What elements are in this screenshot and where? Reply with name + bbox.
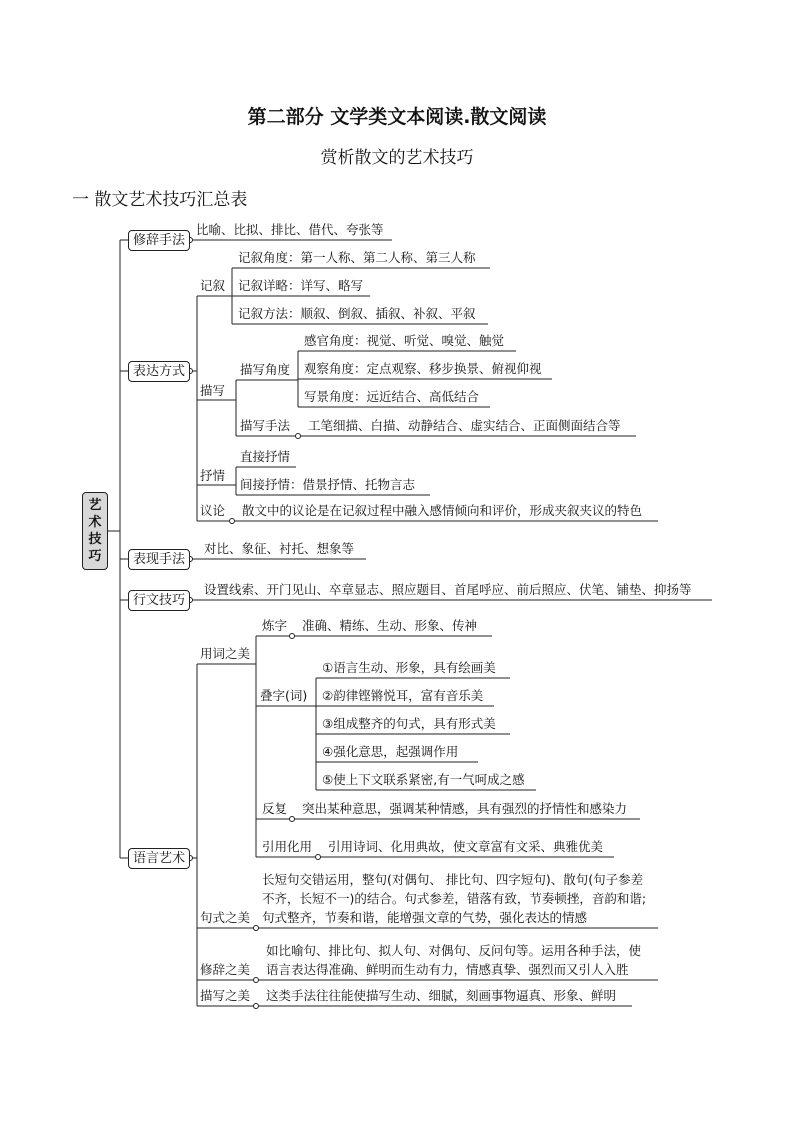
argument-label: 议论 bbox=[200, 503, 226, 518]
rhetoric-beauty-line: 如比喻句、排比句、拟人句、对偶句、反问句等。运用各种手法，使 bbox=[266, 943, 642, 958]
narration-label: 记叙 bbox=[200, 278, 226, 293]
root-node-art-techniques bbox=[82, 492, 108, 570]
expressive-content: 对比、象征、衬托、想象等 bbox=[204, 541, 355, 556]
page-title: 第二部分 文学类文本阅读.散文阅读 bbox=[247, 106, 547, 128]
sentence-label: 句式之美 bbox=[200, 910, 251, 925]
rhetoric-content: 比喻、比拟、排比、借代、夸张等 bbox=[196, 222, 384, 237]
node-composition-skills: 行文技巧 bbox=[128, 590, 190, 611]
composition-content: 设置线索、开门见山、卒章显志、照应题目、首尾呼应、前后照应、伏笔、铺垫、抑扬等 bbox=[204, 582, 692, 597]
description-method-content: 工笔细描、白描、动静结合、虚实结合、正面侧面结合等 bbox=[308, 418, 621, 433]
sentence-line: 不齐，长短不一)的结合。句式参差，错落有致，节奏顿挫，音韵和谐; bbox=[262, 891, 647, 906]
description-beauty-label: 描写之美 bbox=[200, 988, 251, 1003]
description-label: 描写 bbox=[200, 383, 226, 398]
root-char: 术 bbox=[88, 515, 102, 530]
word-refining-content: 准确、精练、生动、形象、传神 bbox=[302, 618, 478, 633]
rhetoric-beauty-line: 语言表达得准确、鲜明而生动有力，情感真挚、强烈而又引人入胜 bbox=[266, 962, 629, 977]
narration-item: 记叙方法：顺叙、倒叙、插叙、补叙、平叙 bbox=[238, 306, 476, 321]
lyric-indirect: 间接抒情：借景抒情、托物言志 bbox=[240, 477, 416, 492]
lyric-label: 抒情 bbox=[200, 468, 226, 483]
node-rhetoric: 修辞手法 bbox=[128, 230, 190, 251]
sentence-line: 句式整齐，节奏和谐，能增强文章的气势，强化表达的情感 bbox=[262, 910, 588, 925]
reduplication-item: ④强化意思，起强调作用 bbox=[322, 744, 459, 759]
repetition-content: 突出某种意思，强调某种情感，具有强烈的抒情性和感染力 bbox=[302, 801, 628, 816]
description-angle-item: 感官角度：视觉、听觉、嗅觉、触觉 bbox=[304, 333, 505, 348]
sentence-line: 长短句交错运用，整句(对偶句、 排比句、四字短句)、散句(句子参差 bbox=[262, 872, 644, 887]
page-subtitle: 赏析散文的艺术技巧 bbox=[320, 148, 474, 168]
reduplication-item: ①语言生动、形象，具有绘画美 bbox=[322, 660, 496, 675]
description-angle-item: 观察角度：定点观察、移步换景、俯视仰视 bbox=[304, 361, 542, 376]
narration-item: 记叙角度：第一人称、第二人称、第三人称 bbox=[238, 250, 476, 265]
repetition-label: 反复 bbox=[262, 801, 288, 816]
description-angle-item: 写景角度：远近结合、高低结合 bbox=[304, 389, 480, 404]
root-char: 巧 bbox=[88, 549, 102, 564]
quotation-label: 引用化用 bbox=[262, 839, 313, 854]
rhetoric-beauty-label: 修辞之美 bbox=[200, 962, 251, 977]
reduplication-item: ②韵律铿锵悦耳，富有音乐美 bbox=[322, 688, 484, 703]
wording-label: 用词之美 bbox=[200, 646, 251, 661]
description-method-label: 描写手法 bbox=[240, 418, 291, 433]
description-beauty-content: 这类手法往往能使描写生动、细腻，刻画事物逼真、形象、鲜明 bbox=[266, 988, 617, 1003]
argument-content: 散文中的议论是在记叙过程中融入感情倾向和评价，形成夹叙夹议的特色 bbox=[242, 503, 643, 518]
narration-item: 记叙详略：详写、略写 bbox=[238, 278, 364, 293]
reduplication-item: ⑤使上下文联系紧密,有一气呵成之感 bbox=[322, 772, 525, 787]
section-heading: 一 散文艺术技巧汇总表 bbox=[72, 190, 248, 210]
word-refining-label: 炼字 bbox=[262, 618, 288, 633]
reduplication-label: 叠字(词) bbox=[260, 688, 308, 703]
lyric-direct: 直接抒情 bbox=[240, 449, 291, 464]
root-char: 技 bbox=[88, 532, 102, 547]
description-angle-label: 描写角度 bbox=[240, 362, 291, 377]
node-language-art: 语言艺术 bbox=[128, 848, 190, 869]
root-char: 艺 bbox=[88, 498, 102, 513]
node-expression-modes: 表达方式 bbox=[128, 361, 190, 382]
node-expressive-techniques: 表现手法 bbox=[128, 549, 190, 570]
reduplication-item: ③组成整齐的句式，具有形式美 bbox=[322, 716, 496, 731]
quotation-content: 引用诗词、化用典故，使文章富有文采、典雅优美 bbox=[328, 839, 604, 854]
